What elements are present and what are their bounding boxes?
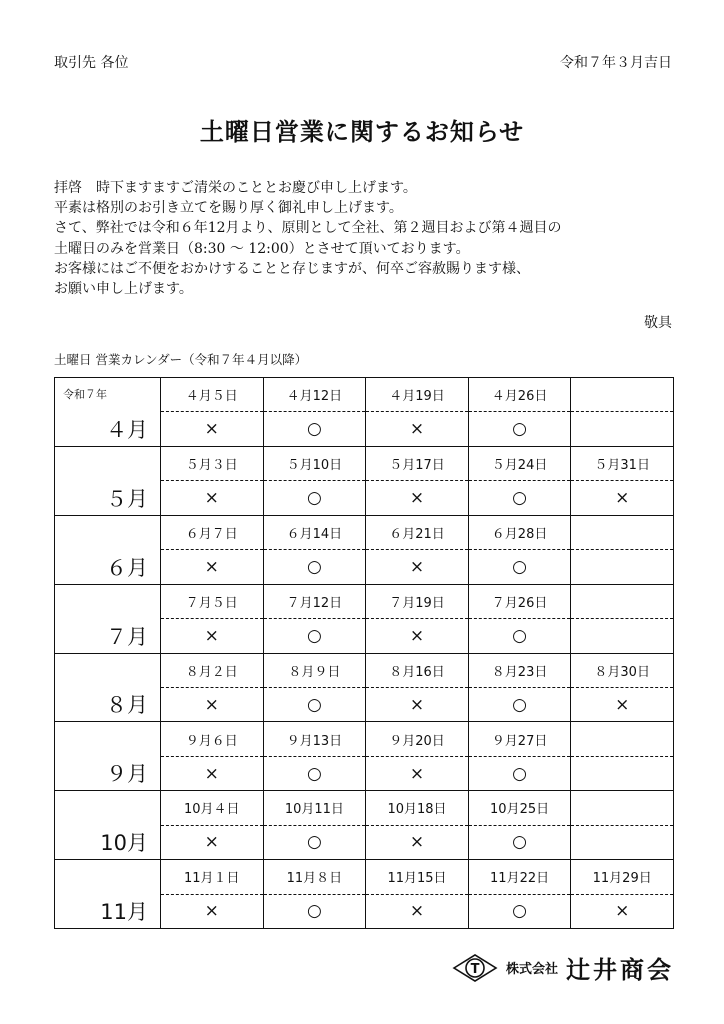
saturday-date (571, 584, 674, 618)
saturday-date (571, 515, 674, 549)
month-label: 11月 (100, 900, 148, 924)
saturday-date: ６月28日 (468, 515, 571, 549)
calendar-date-row (55, 446, 674, 480)
saturday-date: ４月19日 (366, 378, 469, 412)
calendar-heading: 土曜日 営業カレンダー（令和７年４月以降） (54, 352, 308, 367)
open-closed-mark: × (161, 687, 264, 721)
calendar-date-row (55, 722, 674, 756)
month-label: ８月 (106, 693, 148, 718)
open-closed-mark: ○ (468, 550, 571, 584)
open-closed-mark: × (161, 412, 264, 446)
era-label: 令和７年 (63, 388, 107, 401)
month-label: ９月 (106, 762, 148, 787)
open-closed-mark (571, 412, 674, 446)
month-cell (55, 653, 161, 722)
month-label: ６月 (106, 555, 148, 580)
open-closed-mark: ○ (468, 687, 571, 721)
month-label: ７月 (106, 624, 148, 649)
saturday-date (571, 791, 674, 825)
open-closed-mark: ○ (263, 894, 366, 928)
body-line: 土曜日のみを営業日（8:30 ～ 12:00）とさせて頂いております。 (54, 240, 470, 257)
open-closed-mark: ○ (263, 687, 366, 721)
saturday-date: ９月６日 (161, 722, 264, 756)
open-closed-mark: × (161, 481, 264, 515)
saturday-date: ６月21日 (366, 515, 469, 549)
saturday-date: ９月13日 (263, 722, 366, 756)
notice-title: 土曜日営業に関するお知らせ (199, 118, 525, 146)
calendar-date-row (55, 378, 674, 412)
open-closed-mark: × (571, 481, 674, 515)
saturday-date: ５月24日 (468, 446, 571, 480)
month-cell (55, 722, 161, 791)
open-closed-mark: × (366, 894, 469, 928)
open-closed-mark: × (366, 550, 469, 584)
saturday-date: 11月22日 (468, 860, 571, 894)
saturday-date: ５月31日 (571, 446, 674, 480)
open-closed-mark: ○ (468, 481, 571, 515)
open-closed-mark: ○ (468, 756, 571, 790)
saturday-date: 10月11日 (263, 791, 366, 825)
open-closed-mark: × (161, 894, 264, 928)
saturday-date: 10月25日 (468, 791, 571, 825)
open-closed-mark: ○ (263, 481, 366, 515)
open-closed-mark: × (366, 481, 469, 515)
month-cell (55, 515, 161, 584)
saturday-date: ４月26日 (468, 378, 571, 412)
open-closed-mark: × (366, 756, 469, 790)
saturday-date: ８月９日 (263, 653, 366, 687)
open-closed-mark: ○ (468, 619, 571, 653)
saturday-date: 11月１日 (161, 860, 264, 894)
body-line: お客様にはご不便をおかけすることと存じますが、何卒ご容赦賜ります様、 (54, 260, 530, 277)
saturday-date: ４月12日 (263, 378, 366, 412)
open-closed-mark: × (161, 825, 264, 859)
body-line: さて、弊社では令和６年12月より、原則として全社、第２週目および第４週目の (54, 220, 562, 237)
company-kind: 株式会社 (505, 962, 558, 977)
recipient-line: 取引先 各位 (54, 55, 129, 71)
saturday-date: ８月23日 (468, 653, 571, 687)
open-closed-mark: ○ (263, 550, 366, 584)
calendar-date-row (55, 515, 674, 549)
open-closed-mark: ○ (263, 412, 366, 446)
saturday-date: ７月19日 (366, 584, 469, 618)
saturday-date: ９月27日 (468, 722, 571, 756)
saturday-date: ９月20日 (366, 722, 469, 756)
saturday-calendar-table (54, 377, 674, 929)
calendar-date-row (55, 584, 674, 618)
month-label: 10月 (100, 831, 148, 856)
saturday-date (571, 722, 674, 756)
month-label: ４月 (106, 417, 148, 442)
saturday-date: 10月18日 (366, 791, 469, 825)
saturday-date: ５月17日 (366, 446, 469, 480)
saturday-date: ８月30日 (571, 653, 674, 687)
month-cell (55, 446, 161, 515)
calendar-date-row (55, 860, 674, 894)
saturday-date: ６月14日 (263, 515, 366, 549)
company-name: 辻井商会 (566, 955, 674, 984)
saturday-date: ８月16日 (366, 653, 469, 687)
saturday-date: ５月３日 (161, 446, 264, 480)
calendar-date-row (55, 791, 674, 825)
open-closed-mark: × (366, 687, 469, 721)
open-closed-mark: × (161, 756, 264, 790)
open-closed-mark: × (366, 412, 469, 446)
open-closed-mark: ○ (263, 825, 366, 859)
company-logo-letter: T (470, 961, 480, 977)
month-cell (55, 584, 161, 653)
saturday-date: 11月８日 (263, 860, 366, 894)
open-closed-mark (571, 756, 674, 790)
saturday-date: ８月２日 (161, 653, 264, 687)
open-closed-mark: × (571, 687, 674, 721)
open-closed-mark: × (161, 550, 264, 584)
body-line: お願い申し上げます。 (54, 281, 193, 298)
open-closed-mark: × (161, 619, 264, 653)
month-label: ５月 (106, 486, 148, 511)
open-closed-mark: ○ (263, 756, 366, 790)
saturday-date: ５月10日 (263, 446, 366, 480)
saturday-date (571, 378, 674, 412)
open-closed-mark: × (366, 619, 469, 653)
saturday-date: 11月15日 (366, 860, 469, 894)
saturday-date: ６月７日 (161, 515, 264, 549)
closing-word: 敬具 (644, 315, 672, 331)
open-closed-mark: ○ (263, 619, 366, 653)
open-closed-mark (571, 825, 674, 859)
company-signature (452, 950, 674, 985)
body-line: 拝啓 時下ますますご清栄のこととお慶び申し上げます。 (54, 180, 417, 196)
saturday-date: ４月５日 (161, 378, 264, 412)
notice-body (54, 178, 674, 299)
open-closed-mark: ○ (468, 894, 571, 928)
saturday-date: ７月５日 (161, 584, 264, 618)
open-closed-mark: ○ (468, 412, 571, 446)
saturday-date: ７月26日 (468, 584, 571, 618)
open-closed-mark (571, 619, 674, 653)
issue-date: 令和７年３月吉日 (560, 55, 672, 71)
month-cell (55, 791, 161, 860)
month-cell (55, 860, 161, 929)
company-logo-icon (452, 953, 498, 983)
body-line: 平素は格別のお引き立てを賜り厚く御礼申し上げます。 (54, 200, 403, 217)
saturday-date: ７月12日 (263, 584, 366, 618)
open-closed-mark: × (366, 825, 469, 859)
open-closed-mark: × (571, 894, 674, 928)
saturday-date: 10月４日 (161, 791, 264, 825)
month-cell (55, 378, 161, 447)
calendar-date-row (55, 653, 674, 687)
saturday-date: 11月29日 (571, 860, 674, 894)
open-closed-mark (571, 550, 674, 584)
open-closed-mark: ○ (468, 825, 571, 859)
